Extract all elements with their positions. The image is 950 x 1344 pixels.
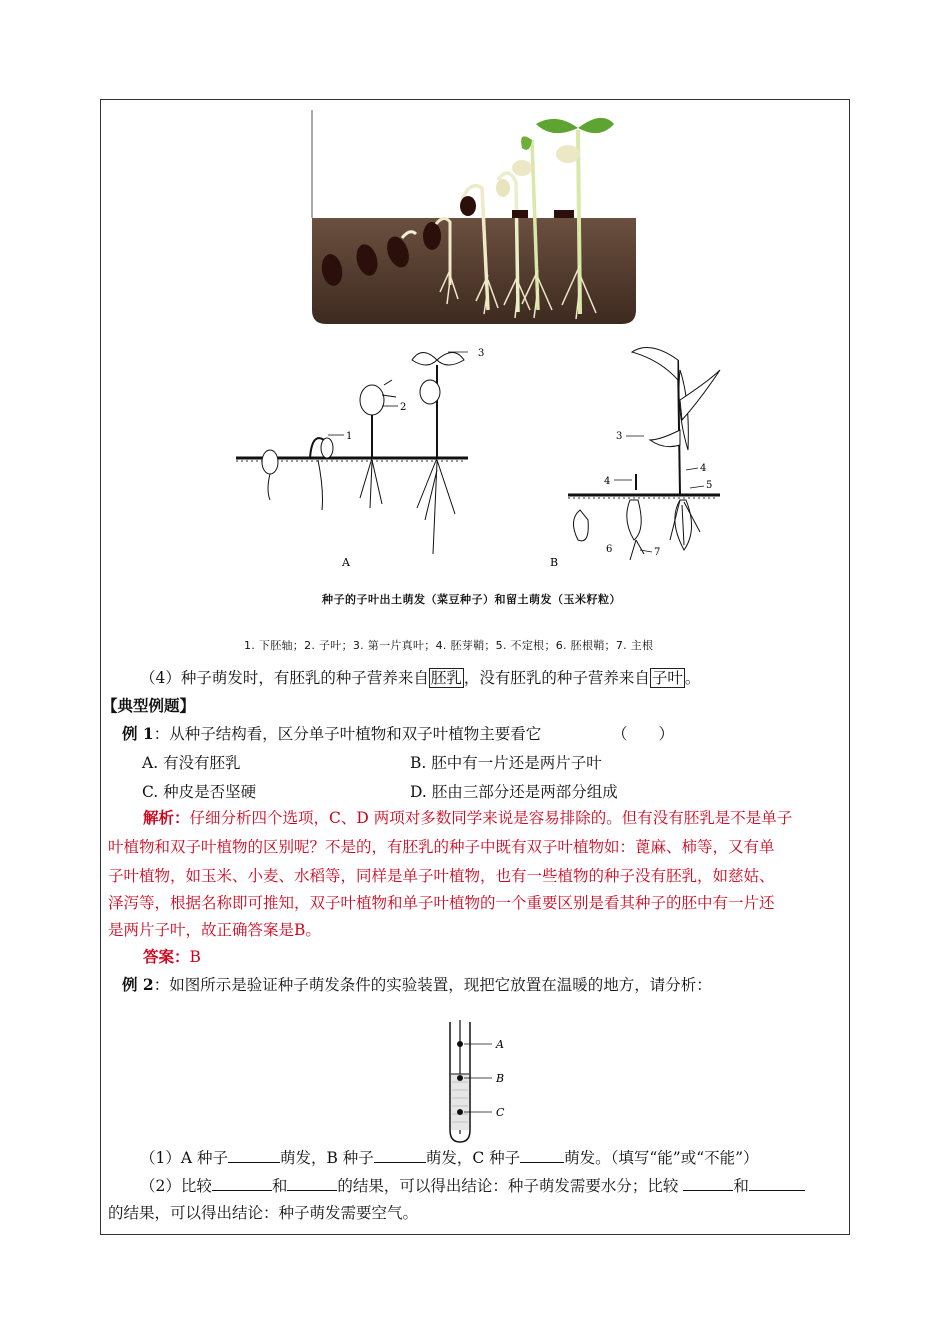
option-a: A. 有没有胚乳 <box>142 754 241 772</box>
section-title: 【典型例题】 <box>102 696 196 715</box>
bean-germination-diagram <box>232 340 485 572</box>
seed-tube-apparatus <box>428 1018 518 1146</box>
svg-text:4: 4 <box>604 476 611 487</box>
analysis-line-4: 泽泻等，根据名称即可推知，双子叶植物和单子叶植物的一个重要区别是看其种子的胚中有一片还 <box>108 894 775 912</box>
example-2-part-1: （1）A 种子 萌发，B 种子 萌发，C 种子 萌发。（填写“能”或“不能”） <box>140 1149 759 1167</box>
example-2-question: 例 2：如图所示是验证种子萌发条件的实验装置，现把它放置在温暖的地方，请分析： <box>122 975 712 994</box>
option-d: D. 胚由三部分还是两部分组成 <box>410 783 618 801</box>
blank-compare-3[interactable] <box>683 1176 733 1191</box>
svg-text:B: B <box>496 1072 505 1085</box>
analysis-line-3: 子叶植物，如玉米、小麦、水稻等，同样是单子叶植物，也有一些植物的种子没有胚乳，如慈姑、 <box>108 867 775 885</box>
svg-text:3: 3 <box>616 431 623 442</box>
example-1-question: 例 1：从种子结构看，区分单子叶植物和双子叶植物主要看它 <box>122 724 542 743</box>
analysis-line-2: 叶植物和双子叶植物的区别呢？不是的，有胚乳的种子中既有双子叶植物如：蓖麻、柿等，又有单 <box>108 838 775 856</box>
figure-caption: 种子的子叶出土萌发（菜豆种子）和留土萌发（玉米籽粒） <box>322 593 621 606</box>
svg-text:6: 6 <box>606 544 613 555</box>
answer-bracket: （ ） <box>612 725 675 743</box>
diagram-label-a: A <box>342 556 350 569</box>
blank-compare-1[interactable] <box>212 1176 272 1191</box>
option-c: C. 种皮是否坚硬 <box>142 783 257 801</box>
svg-text:A: A <box>496 1038 504 1051</box>
analysis-line-5: 是两片子叶，故正确答案是B。 <box>108 921 321 939</box>
point-4: （4）种子萌发时，有胚乳的种子营养来自 胚乳 ，没有胚乳的种子营养来自 子叶 。 <box>140 669 701 687</box>
blank-compare-4[interactable] <box>749 1176 805 1191</box>
answer-box-cotyledon: 子叶 <box>651 669 683 687</box>
blank-b[interactable] <box>374 1148 426 1163</box>
answer-box-endosperm: 胚乳 <box>430 669 462 687</box>
svg-text:2: 2 <box>400 402 407 413</box>
svg-text:1: 1 <box>346 431 353 442</box>
svg-text:7: 7 <box>654 547 661 558</box>
svg-text:4: 4 <box>700 463 707 474</box>
blank-c[interactable] <box>520 1148 564 1163</box>
example-2-part-2-cont: 的结果，可以得出结论：种子萌发需要空气。 <box>108 1204 419 1222</box>
svg-text:C: C <box>496 1106 505 1119</box>
corn-germination-diagram <box>540 340 730 572</box>
germination-photo <box>310 110 638 326</box>
svg-text:5: 5 <box>706 480 713 491</box>
example-2-part-2: （2）比较 和 的结果，可以得出结论：种子萌发需要水分；比较 和 <box>140 1174 805 1198</box>
figure-legend: 1. 下胚轴；2. 子叶；3. 第一片真叶；4. 胚芽鞘；5. 不定根；6. 胚根鞘；7. 主根 <box>244 639 654 652</box>
answer-line: 答案：B <box>143 947 201 966</box>
option-b: B. 胚中有一片还是两片子叶 <box>410 754 602 772</box>
diagram-label-b: B <box>550 556 559 569</box>
svg-text:3: 3 <box>478 348 485 359</box>
analysis-line-1: 解析：仔细分析四个选项，C、D 两项对多数同学来说是容易排除的。但有没有胚乳是不是单子 <box>143 808 793 827</box>
blank-compare-2[interactable] <box>287 1176 337 1191</box>
blank-a[interactable] <box>228 1148 280 1163</box>
